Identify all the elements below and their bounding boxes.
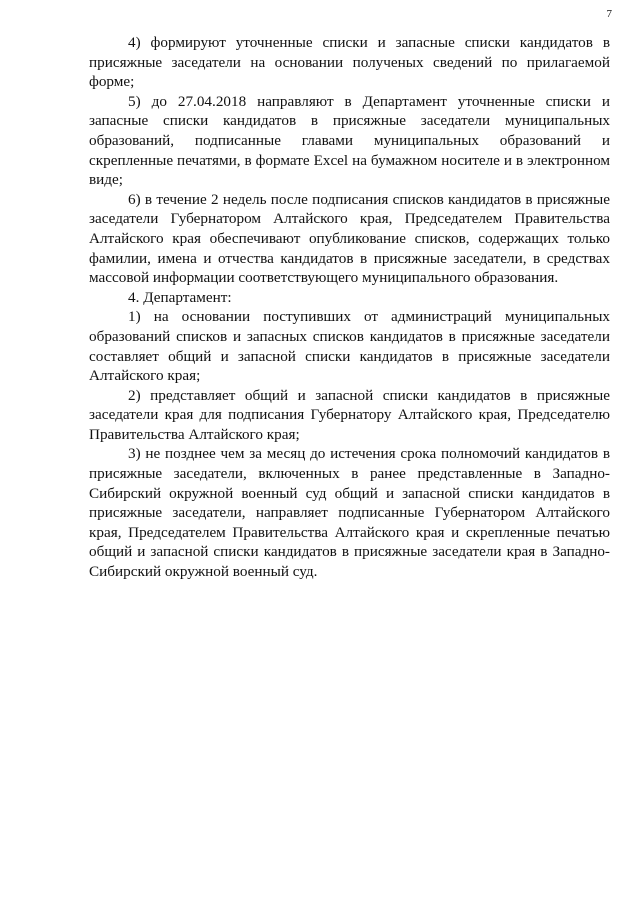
document-body	[89, 33, 610, 582]
paragraph-item-5: 5) до 27.04.2018 направляют в Департамент уточненные списки и запасные списки кандидатов в присяжные заседатели муниципальных образований, подписанные главами муниципальных образований и скрепленные печатями, в формате Excel на бумажном носителе и в электронном виде;	[89, 92, 610, 189]
paragraph-dept-item-2: 2) представляет общий и запасной списки кандидатов в присяжные заседатели края для подписания Губернатору Алтайского края, Председателю Правительства Алтайского края;	[89, 386, 610, 443]
page-number: 7	[606, 8, 612, 20]
section-heading-department: 4. Департамент:	[128, 288, 232, 306]
paragraph-dept-item-1: 1) на основании поступивших от администраций муниципальных образований списков и запасных списков кандидатов в присяжные заседатели составляет общий и запасной списки кандидатов в присяжные заседатели Алтайского края;	[89, 308, 610, 385]
paragraph-item-6: 6) в течение 2 недель после подписания списков кандидатов в присяжные заседатели Губернатором Алтайского края, Председателем Правительства Алтайского края обеспечивают опубликование списков, содержащих только фамилии, имена и отчества кандидатов в присяжные заседатели, в средствах массовой информации соответствующего муниципального образования.	[89, 190, 610, 287]
paragraph-item-4: 4) формируют уточненные списки и запасные списки кандидатов в присяжные заседатели на основании полученых сведений по прилагаемой форме;	[89, 34, 610, 91]
paragraph-dept-item-3: 3) не позднее чем за месяц до истечения срока полномочий кандидатов в присяжные заседатели, включенных в ранее представленные в Западно-Сибирский окружной военный суд общий и запасной списки кандидатов в присяжные заседатели, направляет подписанные Губернатором Алтайского края, Председателем Правительства Алтайского края и скрепленные печатью общий и запасной списки кандидатов в присяжные заседатели края в Западно-Сибирский окружной военный суд.	[89, 445, 610, 581]
